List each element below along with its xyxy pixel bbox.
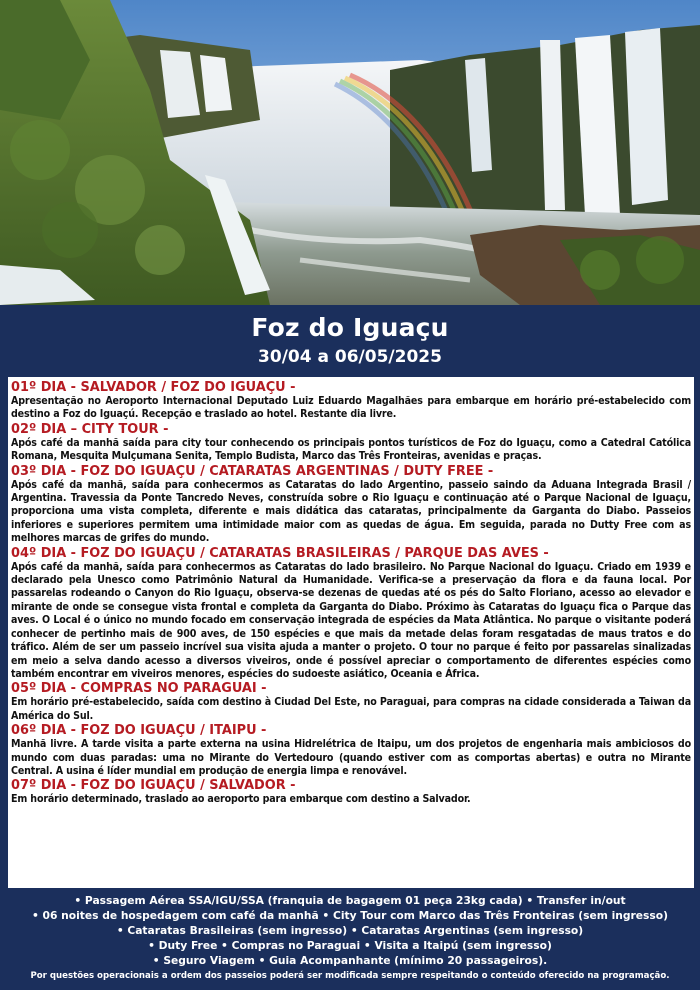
footer-note: Por questões operacionais a ordem dos passeios poderá ser modificada sempre respeitando o conteúdo oferecido na programação.: [30, 971, 670, 981]
includes-line: • Seguro Viagem • Guia Acompanhante (mínimo 20 passageiros).: [152, 954, 548, 967]
day-description: Manhã livre. A tarde visita a parte externa na usina Hidrelétrica de Itaipu, um dos projetos de engenharia mais ambiciosos do mundo com duas paradas: uma no Mirante do Vertedouro (quando estiver com as comportas abertas) e outra no Mirante Central. A usina é líder mundial em produção de energia limpa e renovável.: [11, 738, 691, 777]
day-description: Em horário determinado, traslado ao aeroporto para embarque com destino a Salvador.: [11, 793, 471, 806]
day-title: 04º DIA - FOZ DO IGUAÇU / CATARATAS BRASILEIRAS / PARQUE DAS AVES -: [11, 545, 549, 561]
day-title: 07º DIA - FOZ DO IGUAÇU / SALVADOR -: [11, 778, 296, 794]
day-title: 02º DIA – CITY TOUR -: [11, 421, 169, 437]
itinerary-day: [11, 546, 691, 682]
includes-line: • Cataratas Brasileiras (sem ingresso) • Cataratas Argentinas (sem ingresso): [116, 924, 584, 937]
itinerary-day: [11, 778, 691, 806]
package-includes: [0, 893, 700, 968]
itinerary-day: [11, 422, 691, 464]
itinerary-day: [11, 723, 691, 778]
page-title: Foz do Iguaçu: [251, 313, 449, 342]
itinerary-day: [11, 681, 691, 723]
travel-dates: 30/04 a 06/05/2025: [258, 347, 442, 367]
includes-line: • Passagem Aérea SSA/IGU/SSA (franquia de bagagem 01 peça 23kg cada) • Transfer in/out: [74, 894, 626, 907]
day-description: Em horário pré-estabelecido, saída com destino à Ciudad Del Este, no Paraguai, para compras na cidade considerada a Taiwan da América do Sul.: [11, 696, 691, 722]
title-band: [0, 305, 700, 373]
day-title: 05º DIA - COMPRAS NO PARAGUAI -: [11, 681, 267, 697]
includes-line: • 06 noites de hospedagem com café da manhã • City Tour com Marco das Três Fronteiras (sem ingresso): [32, 909, 668, 922]
day-description: Após café da manhã, saída para conhecermos as Cataratas do lado brasileiro. No Parque Nacional do Iguaçu. Criado em 1939 e declarado pela Unesco como Patrimônio Natural da Humanidade. Verifica-se a preservação da flora e da fauna local. Por passarelas rodeando o Canyon do Rio Iguaçu, observa-se dezenas de quedas até os pés do Salto Floriano, acesso ao elevador e mirante de onde se consegue vista frontal e completa da Garganta do Diabo. Próximo às Cataratas do Iguaçu fica o Parque das aves. O Local é o único no mundo focado em conservação integrada de espécies da Mata Atlântica. No parque o visitante poderá conhecer de pertinho mais de 900 aves, de 150 espécies e que mais da metade delas foram resgatadas de maus tratos e do tráfico. Além de ser um passeio incrível sua visita ajuda a manter o projeto. O tour no parque é feito por passarelas sinalizadas em meio a selva dando acesso a diversos viveiros, onde é possível apreciar o comportamento de diferentes espécies como também encontrar em viveiros menores, espécies do sudoeste asiático, Oceania e África.: [11, 560, 691, 680]
includes-line: • Duty Free • Compras no Paraguai • Visita a Itaipú (sem ingresso): [148, 939, 552, 952]
itinerary-box: [6, 375, 696, 890]
day-description: Apresentação no Aeroporto Internacional Deputado Luiz Eduardo Magalhães para embarque em horário pré-estabelecido com destino a Foz do Iguaçú. Recepção e traslado ao hotel. Restante dia livre.: [11, 395, 691, 421]
itinerary-day: [11, 464, 691, 546]
waterfall-photo: [0, 0, 700, 305]
day-title: 06º DIA - FOZ DO IGUAÇU / ITAIPU -: [11, 723, 267, 739]
day-description: Após café da manhã saída para city tour conhecendo os principais pontos turísticos de Foz do Iguaçu, como a Catedral Católica Romana, Mesquita Mulçumana Senita, Templo Budista, Marco das Três Fronteiras, avenidas e praças.: [11, 436, 691, 463]
itinerary-day: [11, 380, 691, 422]
day-title: 03º DIA - FOZ DO IGUAÇU / CATARATAS ARGENTINAS / DUTY FREE -: [11, 463, 494, 479]
day-title: 01º DIA - SALVADOR / FOZ DO IGUAÇU -: [11, 380, 296, 395]
iguacu-falls-illustration: [0, 0, 700, 305]
day-description: Após café da manhã, saída para conhecermos as Cataratas do lado Argentino, passeio saindo da Aduana Integrada Brasil / Argentina. Travessia da Ponte Tancredo Neves, construída sobre o Rio Iguaçu e continuação até o Parque Nacional de Iguaçu, proporciona uma vista completa, diferente e mais didática das cataratas, principalmente da Garganta do Diabo. Passeios inferiores e superiores permitem uma intimidade maior com as quedas de água. Em seguida, parada no Dutty Free com as melhores marcas de grifes do mundo.: [11, 478, 691, 545]
